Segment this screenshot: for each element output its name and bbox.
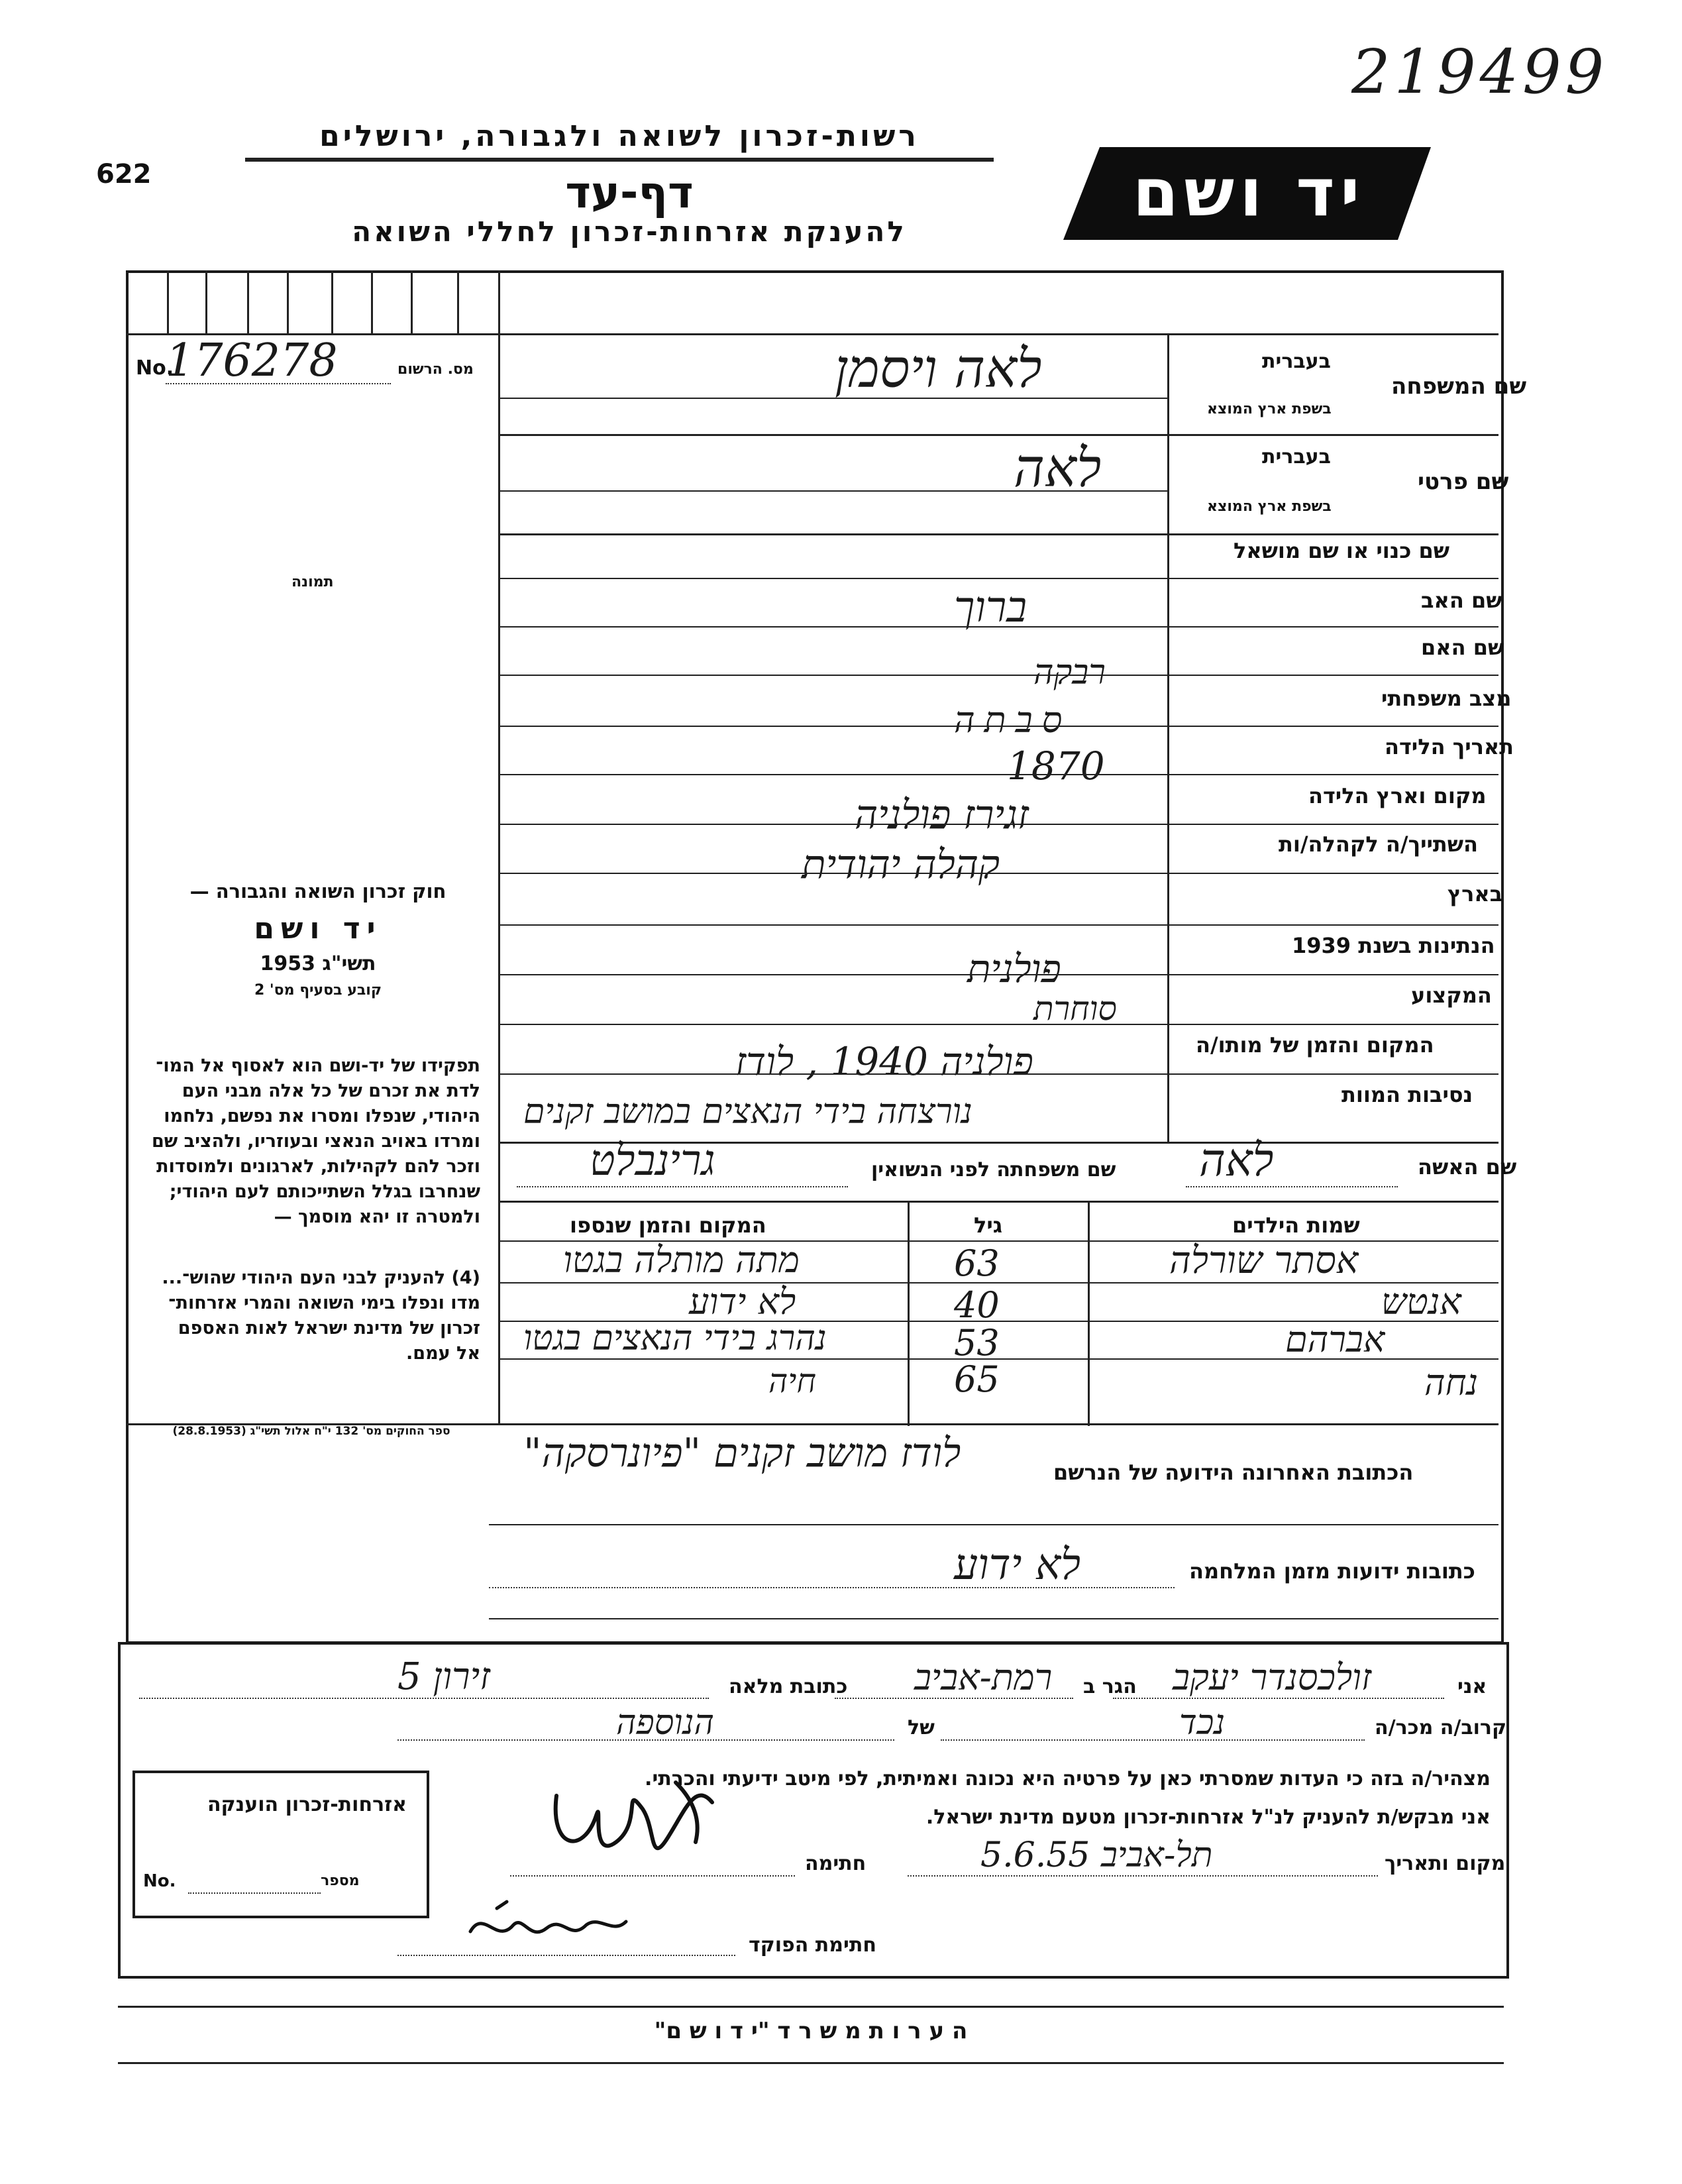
yad-vashem-logo [1063, 147, 1431, 240]
first-name-value: לאה [1014, 437, 1102, 499]
child-age-2: 40 [954, 1284, 1000, 1326]
org-line: רשות-זכרון לשואה ולגבורה, ירושלים [319, 119, 920, 153]
cert-no-label: No. [143, 1871, 176, 1891]
decl-place-date-value: תל-אביב 5.6.55 [980, 1835, 1213, 1875]
registration-number: 176278 [166, 335, 338, 387]
decl-place-date-label: מקום ותאריך [1385, 1852, 1506, 1875]
row-line-5 [498, 675, 1498, 676]
children-col-divider-2 [908, 1201, 910, 1426]
father-label: שם האב [1421, 588, 1502, 613]
decl-line-2a [397, 1739, 894, 1741]
birth-date-value: 1870 [1007, 743, 1105, 789]
child-name-3: אברהם [1285, 1319, 1385, 1360]
law-title: חוק זכרון השואה והגבורה — [189, 880, 447, 902]
child-age-3: 53 [954, 1322, 1000, 1364]
marital-value: סבתה [954, 699, 1072, 741]
law-line-10: זכרון של מדינת ישראל לאות האספם [178, 1318, 480, 1338]
address-line-1 [489, 1524, 1498, 1525]
org-underline [245, 158, 994, 162]
row-line-13 [498, 1073, 1498, 1075]
death-place-label: המקום והזמן של מותו/ה [1196, 1032, 1434, 1058]
decl-ani: אני [1457, 1675, 1487, 1698]
tick-1 [167, 270, 169, 333]
child-place-4: חיה [768, 1362, 816, 1400]
death-place-value: פולניה 1940 , לודז [735, 1039, 1033, 1084]
decl-line-4 [397, 1955, 735, 1956]
footer-top-line [118, 2006, 1504, 2008]
decl-city-value: רמת-אביב [914, 1657, 1053, 1698]
profession-value: סוחרת [1033, 989, 1117, 1028]
decl-line-1c [1113, 1698, 1444, 1699]
row-line-12 [498, 1024, 1498, 1025]
row-line-15 [498, 1201, 1498, 1203]
row-line-6 [498, 726, 1498, 727]
law-panel [152, 880, 484, 999]
law-clause: קובע בסעיף מס' 2 [254, 982, 382, 999]
label-column-divider [1167, 333, 1169, 1142]
law-footnote: ספר החוקים מס' 132 י"ח אלול תשי"ג (28.8.1953) [172, 1425, 450, 1438]
mother-value: רבקה [1033, 653, 1106, 692]
alias-label: שם כנוי או שם מושאל [1234, 538, 1450, 563]
law-line-3: היהודי, שנפלו ומסרו את נפשם, נלחמו [164, 1106, 480, 1126]
cert-number-dotline [188, 1892, 321, 1894]
birth-date-label: תאריך הלידה [1385, 734, 1514, 759]
spouse-dotline [1186, 1186, 1398, 1187]
children-header-place: המקום והזמן שנספו [570, 1213, 766, 1238]
profession-label: המקצוע [1411, 983, 1492, 1008]
children-header-name: שמות הילדים [1232, 1213, 1360, 1238]
first-name-origin-sub: בשפת ארץ המוצא [1207, 498, 1332, 515]
tick-8 [457, 270, 459, 333]
row-line-8 [498, 824, 1498, 825]
first-name-label: שם פרטי [1418, 468, 1509, 495]
child-name-4: נחה [1424, 1362, 1479, 1403]
child-place-2: לא ידוע [689, 1281, 796, 1323]
law-line-11: אל עמם. [406, 1343, 480, 1364]
header-text-block [245, 119, 994, 153]
row-line-9 [498, 873, 1498, 874]
row-line-11 [498, 974, 1498, 975]
registration-no-prefix: No. [136, 356, 174, 380]
decl-statement-2: אני מבקש/ת להעניק לנ"ל אזרחות-זכרון מטעם מדינת ישראל. [925, 1806, 1491, 1829]
family-name-hebrew-sub: בעברית [1262, 350, 1331, 373]
war-address-label: כתובות ידועות מזמן המלחמה [1189, 1558, 1475, 1584]
family-name-midline [498, 398, 1167, 399]
child-age-4: 65 [954, 1358, 1000, 1400]
decl-signature-label: חתימה [805, 1852, 867, 1875]
law-line-6: שנחרבו בגלל השתייכותם לעם היהודי; [169, 1181, 480, 1202]
law-line-8: (4) להעניק לבני העם היהודי שהוש־... [162, 1268, 480, 1288]
row-line-10 [498, 924, 1498, 926]
decl-relative-label: קרוב/ה מכר/ה [1375, 1716, 1507, 1739]
child-place-1: מתה מותלה בגטו [563, 1239, 800, 1281]
decl-line-1b [835, 1698, 1073, 1699]
cert-title: אזרחות-זכרון הוענקה [207, 1793, 407, 1816]
spouse-label: שם האשה [1418, 1154, 1517, 1179]
family-name-value: לאה ויסמן [835, 338, 1042, 400]
archive-number: 219499 [1351, 36, 1608, 107]
logo-text: יד ושם [1132, 154, 1365, 231]
community-label: השתייך/ה לקהלה/ות [1279, 832, 1479, 857]
decl-line-1a [139, 1698, 709, 1699]
child-name-1: אסתר שורלה [1169, 1239, 1359, 1282]
spouse-maiden-label: שם משפחתה לפני הנשואין [871, 1158, 1116, 1181]
child-name-2: אנטש [1381, 1281, 1461, 1323]
children-row-line-1 [498, 1282, 1498, 1283]
law-para-1 [136, 1054, 480, 1230]
law-para-2 [136, 1266, 480, 1366]
page-title: דף-עד [565, 167, 694, 218]
footer-bottom-line [118, 2062, 1504, 2064]
law-year: תשי"ג 1953 [260, 952, 376, 975]
law-line-9: מדו ונפלו בימי השואה והמרי אזרחות־ [168, 1293, 480, 1313]
child-place-3: נהרג בידי הנאצים בגטו [523, 1319, 827, 1358]
law-line-7: ולמטרה זו יהא מוסמך — [274, 1207, 480, 1227]
footer-title: ה ע ר ו ת מ ש ר ד "י ד ו ש ם" [654, 2018, 968, 2044]
cert-number-label: מספר [321, 1873, 360, 1889]
community-value: קהלה יהודית [802, 842, 1000, 888]
title-wrap [397, 167, 861, 218]
father-value: ברוך [954, 583, 1027, 632]
spouse-maiden-value: גרינבלט [590, 1136, 715, 1185]
tick-7 [411, 270, 413, 333]
spouse-value: לאה [1199, 1134, 1274, 1187]
decl-line-3b [510, 1875, 795, 1877]
family-name-label: שם המשפחה [1391, 373, 1527, 400]
certificate-box [132, 1771, 429, 1918]
law-line-1: תפקידו של יד-ושם הוא לאסוף אל המו־ [156, 1056, 480, 1076]
country-label: בארץ [1447, 881, 1503, 906]
row-line-3 [498, 578, 1498, 579]
decl-of-value: הנוספה [616, 1703, 714, 1743]
tick-2 [205, 270, 207, 333]
first-name-midline [498, 490, 1167, 492]
registration-label: מס. הרשום [397, 361, 474, 378]
left-column-divider [498, 270, 500, 1423]
birth-place-value: זגירז פולניה [855, 792, 1029, 838]
citizenship-value: פולנית [967, 946, 1061, 991]
law-line-4: ומרדו באויב הנאצי ובעוזריו, ולהציב שם [151, 1131, 480, 1152]
decl-officer-label: חתימת הפוקד [749, 1934, 876, 1957]
law-yad-vashem: יד ושם [254, 912, 382, 946]
first-name-hebrew-sub: בעברית [1262, 445, 1331, 468]
decl-of-label: של [908, 1716, 935, 1739]
declarant-signature [543, 1756, 742, 1875]
decl-address-value: זירון 5 [397, 1655, 490, 1698]
side-number: 622 [96, 159, 152, 190]
tick-6 [371, 270, 373, 333]
decl-address-label: כתובת מלאה [729, 1675, 848, 1698]
row-line-2 [498, 533, 1498, 535]
row-line-7 [498, 774, 1498, 775]
photo-label: תמונה [291, 574, 334, 590]
law-line-5: וזכר להם לקהילות, לארגונים ולמוסדות [156, 1156, 480, 1177]
marital-label: מצב משפחתי [1381, 686, 1512, 711]
decl-name-value: זולכסנדר יעקב [1173, 1657, 1372, 1698]
spouse-maiden-dotline [517, 1186, 848, 1187]
address-line-2 [489, 1618, 1498, 1619]
decl-relation-value: נכד [1179, 1703, 1226, 1743]
tick-3 [247, 270, 249, 333]
row-line-1 [498, 434, 1498, 436]
tick-4 [287, 270, 289, 333]
officer-signature [457, 1895, 656, 1955]
law-line-2: לדת את זכרם של כל אלה מבני העם [182, 1081, 480, 1101]
last-address-value: לודז מושב זקנים "פיונרסקה" [523, 1430, 961, 1476]
family-name-origin-sub: בשפת ארץ המוצא [1207, 401, 1332, 417]
subtitle-wrap [298, 215, 961, 248]
children-header-age: גיל [974, 1213, 1003, 1238]
footer-wrap [118, 2018, 1504, 2044]
death-circ-label: נסיבות המוות [1341, 1082, 1473, 1107]
mother-label: שם האם [1421, 635, 1504, 660]
decl-resides-label: הגר ב [1083, 1675, 1137, 1698]
page-subtitle: להענקת אזרחות-זכרון לחללי השואה [352, 215, 907, 248]
war-address-dotline [489, 1587, 1175, 1588]
tick-5 [331, 270, 333, 333]
children-col-divider-1 [1088, 1201, 1090, 1426]
row-line-4 [498, 626, 1498, 628]
decl-statement-1: מצהיר/ה בזה כי העדות שמסרתי כאן על פרטיה היא נכונה ואמיתית, לפי מיטב ידיעתי והכרתי. [645, 1767, 1491, 1790]
last-address-label: הכתובת האחרונה הידועה של הנרשם [1053, 1460, 1414, 1485]
death-circ-value: נורצחה בידי הנאצים במושב זקנים [523, 1092, 972, 1132]
birth-place-label: מקום וארץ הלידה [1308, 783, 1487, 808]
decl-line-2b [941, 1739, 1365, 1741]
war-address-value: לא ידוע [954, 1541, 1081, 1590]
registration-dotline [166, 383, 391, 384]
decl-line-3a [908, 1875, 1378, 1877]
citizenship-label: הנתינות בשנת 1939 [1292, 933, 1495, 958]
child-age-1: 63 [954, 1242, 1000, 1284]
